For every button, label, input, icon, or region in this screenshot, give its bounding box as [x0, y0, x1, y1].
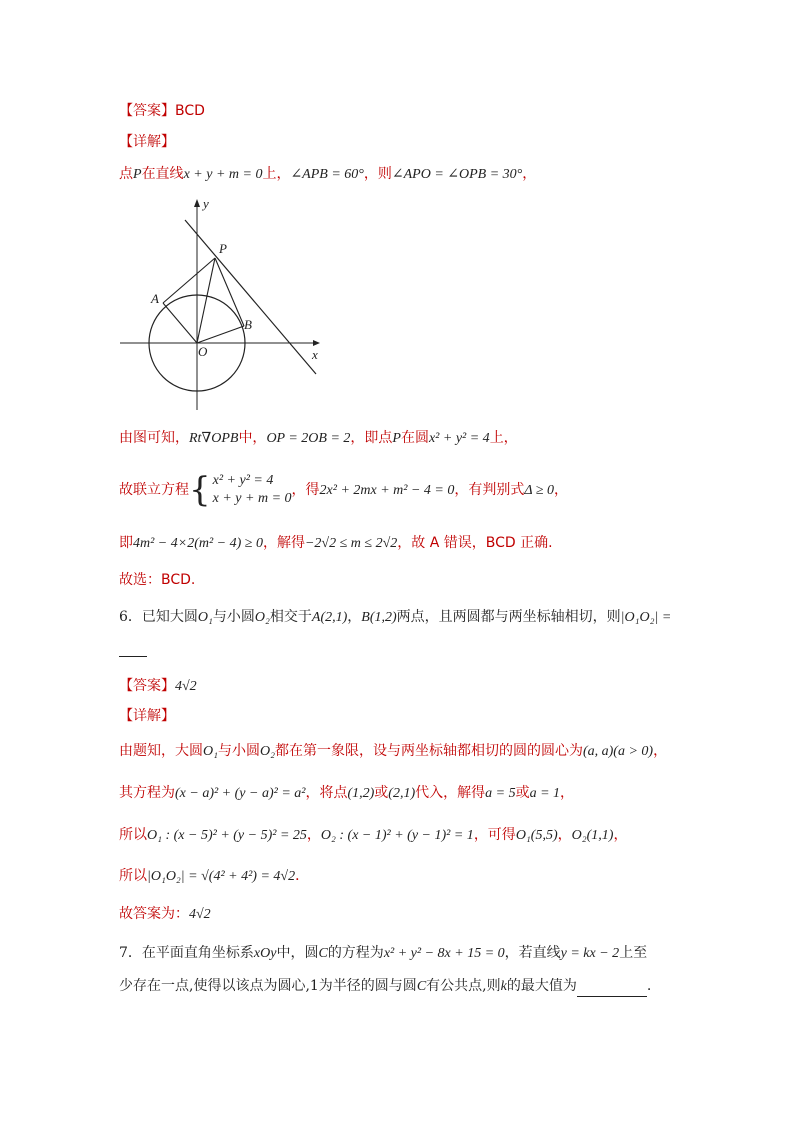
q5-answer-line [119, 101, 734, 121]
brace-icon: { [189, 470, 211, 510]
segment-pb [215, 258, 244, 326]
q6-answer-line [119, 676, 734, 697]
segment-ob [197, 326, 244, 343]
q6-final-answer: 故答案为：4√2 [119, 906, 211, 922]
q6-detail-line-3: 所以O₁ : (x − 5)² + (y − 5)² = 25，O₂ : (x − 1)² + (y − 1)² = 1，可得O₁(5,5)，O₂(1,1)， [119, 827, 628, 843]
label-p: P [219, 241, 227, 256]
label-o: O [198, 344, 208, 359]
q5-detail-line-3: 故联立方程{ x² + y² = 4 x + y + m = 0 ，得2x² + 2mx + m² − 4 = 0，有判别式Δ ≥ 0， [119, 470, 569, 510]
q5-detail-line-2: 由图可知，Rt∇OPB中，OP = 2OB = 2，即点P在圆x² + y² = 4上， [119, 430, 518, 446]
answer-tag: 【答案】 [119, 678, 175, 694]
label-x: x [312, 347, 318, 362]
label-a: A [151, 291, 159, 306]
q7-stem-line-1: 7．在平面直角坐标系xOy中，圆C的方程为x² + y² − 8x + 15 = 0，若直线y = kx − 2上至 [119, 945, 648, 961]
tangent-circle-figure [115, 192, 330, 414]
answer-tag: 【答案】 [119, 103, 175, 119]
q5-conclusion: 故选：BCD. [119, 572, 196, 588]
q6-stem: 6．已知大圆O₁与小圆O₂相交于A(2,1)，B(1,2)两点，且两圆都与两坐标轴相切，则|O₁O₂| = [119, 609, 672, 625]
q6-detail-line-1: 由题知，大圆O₁与小圆O₂都在第一象限，设与两坐标轴都相切的圆的圆心为(a, a)(a > 0)， [119, 743, 668, 759]
q5-detail-line-1: 点P在直线x + y + m = 0上，∠APB = 60°，则∠APO = ∠OPB = 30°， [119, 166, 537, 182]
q7-stem-line-2: 少存在一点,使得以该点为圆心,1为半径的圆与圆C有公共点,则k的最大值为 . [119, 976, 734, 997]
q5-detail-line-4: 即4m² − 4×2(m² − 4) ≥ 0，解得−2√2 ≤ m ≤ 2√2，故 A 错误，BCD 正确. [119, 535, 553, 551]
answer-value: BCD [175, 103, 205, 119]
q6-detail-line-2: 其方程为(x − a)² + (y − a)² = a²，将点(1,2)或(2,1)代入，解得a = 5或a = 1， [119, 785, 575, 801]
q6-detail-tag: 【详解】 [119, 708, 175, 724]
x-axis-arrow [313, 340, 320, 346]
answer-value: 4√2 [175, 679, 197, 694]
q6-detail-line-4: 所以|O₁O₂| = √(4² + 4²) = 4√2． [119, 868, 310, 884]
q6-answer-blank [119, 656, 147, 657]
label-y: y [203, 196, 209, 211]
q5-detail-tag: 【详解】 [119, 134, 175, 150]
y-axis-arrow [194, 199, 200, 207]
label-b: B [244, 317, 252, 332]
q7-answer-blank [577, 976, 647, 997]
segment-oa [163, 303, 197, 343]
